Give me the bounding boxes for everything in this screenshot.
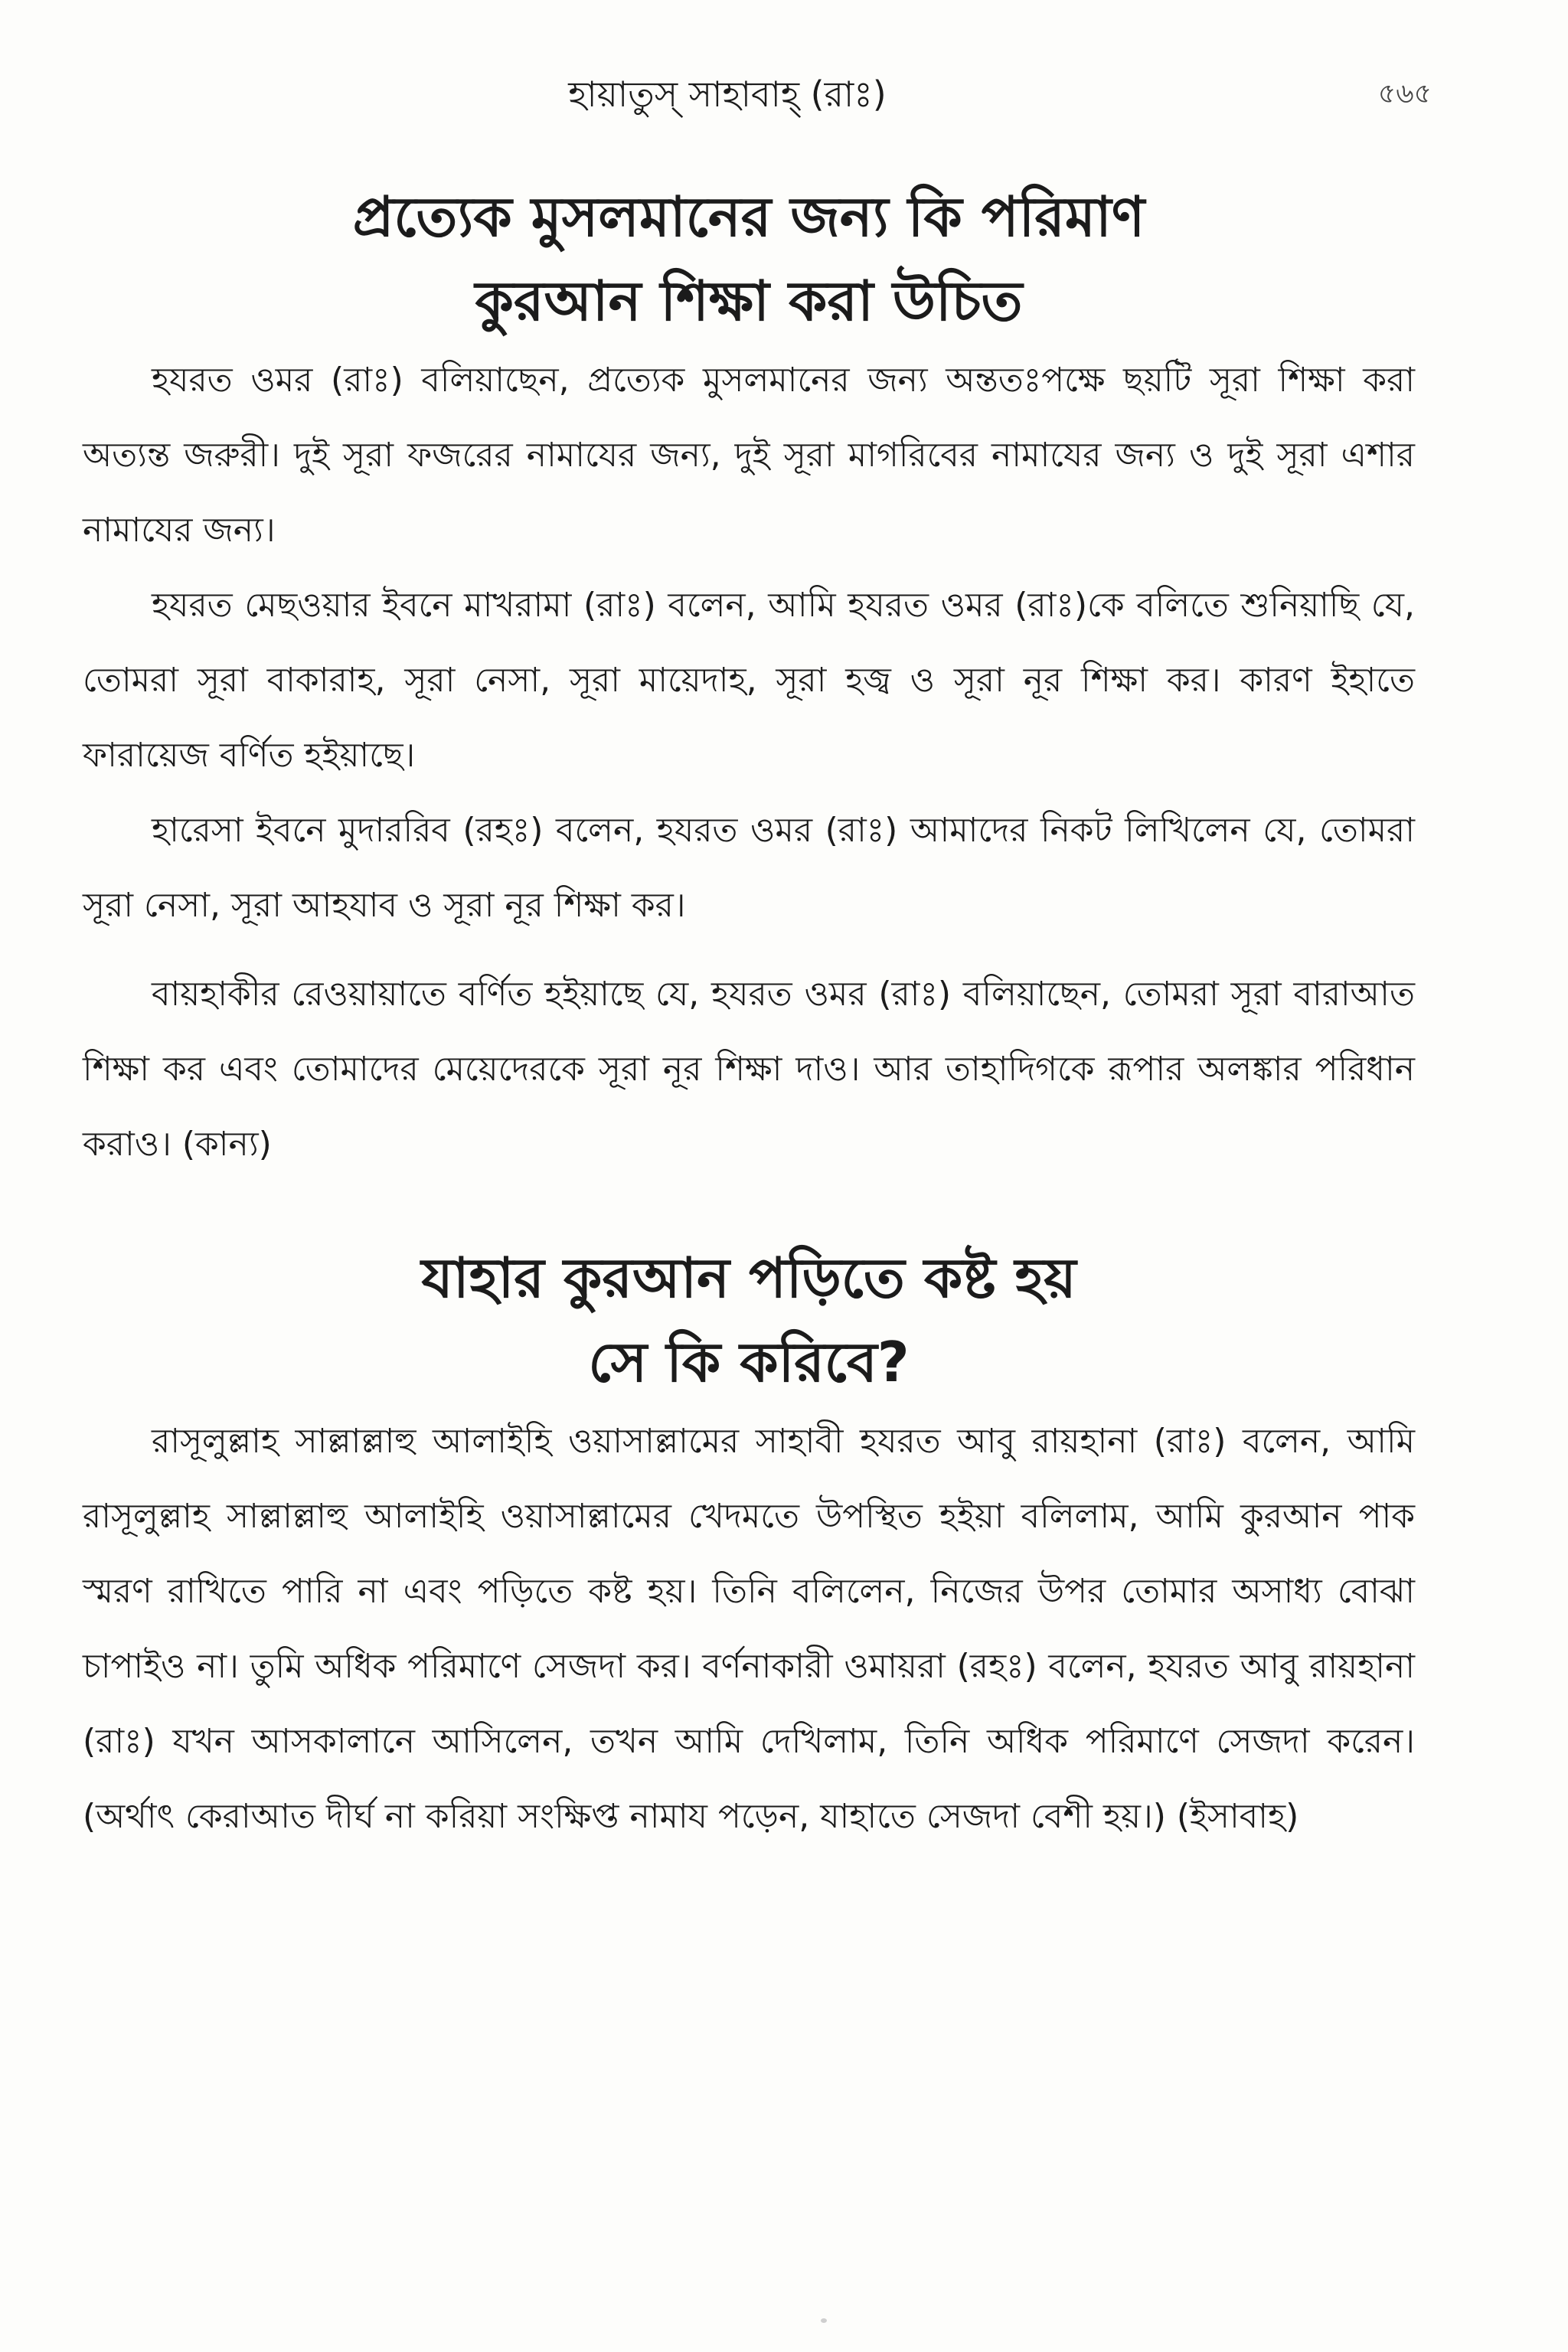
heading-line: কুরআন শিক্ষা করা উচিত — [475, 269, 1023, 333]
paragraph: হারেসা ইবনে মুদাররিব (রহঃ) বলেন, হযরত ওমর (রাঃ) আমাদের নিকট লিখিলেন যে, তোমরা সূরা নেসা, সূরা আহযাব ও সূরা নূর শিক্ষা কর। — [83, 811, 1415, 925]
heading-line: প্রত্যেক মুসলমানের জন্য কি পরিমাণ — [352, 185, 1145, 249]
spacer — [83, 943, 1415, 957]
running-title: হায়াতুস্ সাহাবাহ্ (রাঃ) — [568, 74, 887, 115]
print-smudge — [821, 2318, 827, 2323]
page-content — [83, 175, 1415, 1854]
heading-line: যাহার কুরআন পড়িতে কষ্ট হয় — [421, 1246, 1076, 1310]
section-spacer — [83, 1182, 1415, 1236]
running-header — [0, 67, 1568, 121]
paragraph: হযরত মেছওয়ার ইবনে মাখরামা (রাঃ) বলেন, আমি হযরত ওমর (রাঃ)কে বলিতে শুনিয়াছি যে, তোমরা সূরা বাকারাহ, সূরা নেসা, সূরা মায়েদাহ, সূরা হজ্ব ও সূরা নূর শিক্ষা কর। কারণ ইহাতে ফারায়েজ বর্ণিত হইয়াছে। — [83, 586, 1415, 775]
page-number: ৫৬৫ — [1377, 78, 1432, 109]
paragraph: হযরত ওমর (রাঃ) বলিয়াছেন, প্রত্যেক মুসলমানের জন্য অন্ততঃপক্ষে ছয়টি সূরা শিক্ষা করা অত্যন্ত জরুরী। দুই সূরা ফজরের নামাযের জন্য, দুই সূরা মাগরিবের নামাযের জন্য ও দুই সূরা এশার নামাযের জন্য। — [83, 361, 1415, 550]
section-heading-quran-learning — [83, 175, 1415, 343]
section-heading-difficulty-reading — [83, 1236, 1415, 1404]
paragraph: রাসূলুল্লাহ সাল্লাল্লাহু আলাইহি ওয়াসাল্লামের সাহাবী হযরত আবু রায়হানা (রাঃ) বলেন, আমি রাসূলুল্লাহ সাল্লাল্লাহু আলাইহি ওয়াসাল্লামের খেদমতে উপস্থিত হইয়া বলিলাম, আমি কুরআন পাক স্মরণ রাখিতে পারি না এবং পড়িতে কষ্ট হয়। তিনি বলিলেন, নিজের উপর তোমার অসাধ্য বোঝা চাপাইও না। তুমি অধিক পরিমাণে সেজদা কর। বর্ণনাকারী ওমায়রা (রহঃ) বলেন, হযরত আবু রায়হানা (রাঃ) যখন আসকালানে আসিলেন, তখন আমি দেখিলাম, তিনি অধিক পরিমাণে সেজদা করেন। (অর্থাৎ কেরাআত দীর্ঘ না করিয়া সংক্ষিপ্ত নামায পড়েন, যাহাতে সেজদা বেশী হয়।) (ইসাবাহ) — [83, 1422, 1415, 1836]
heading-line: সে কি করিবে? — [588, 1330, 910, 1394]
paragraph: বায়হাকীর রেওয়ায়াতে বর্ণিত হইয়াছে যে, হযরত ওমর (রাঃ) বলিয়াছেন, তোমরা সূরা বারাআত শিক্ষা কর এবং তোমাদের মেয়েদেরকে সূরা নূর শিক্ষা দাও। আর তাহাদিগকে রূপার অলঙ্কার পরিধান করাও। (কান্য) — [83, 975, 1415, 1164]
